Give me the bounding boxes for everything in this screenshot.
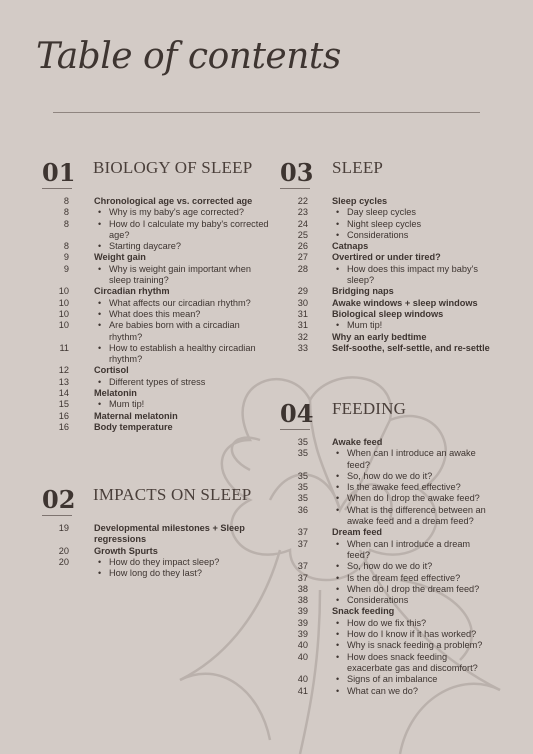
entry-text: • Is the awake feed effective? bbox=[347, 482, 492, 493]
entry-text: • Night sleep cycles bbox=[347, 219, 492, 230]
title-divider bbox=[53, 112, 480, 113]
toc-entry-subitem[interactable] bbox=[42, 377, 272, 388]
page-number: 9 bbox=[63, 252, 69, 263]
toc-entry-heading[interactable] bbox=[42, 388, 272, 399]
page-number: 33 bbox=[297, 342, 308, 353]
toc-entry-subitem[interactable] bbox=[42, 399, 272, 410]
section-header bbox=[42, 485, 272, 519]
entry-list bbox=[280, 196, 490, 354]
entry-text: • What is the difference between an awake feed and a dream feed? bbox=[347, 505, 492, 528]
section-title: BIOLOGY OF SLEEP bbox=[93, 158, 253, 177]
toc-entry-subitem[interactable] bbox=[42, 320, 272, 343]
toc-entry-subitem[interactable] bbox=[42, 557, 272, 568]
toc-entry-heading[interactable] bbox=[42, 411, 272, 422]
entry-text: • So, how do we do it? bbox=[347, 471, 492, 482]
section-number-rule bbox=[280, 429, 310, 430]
toc-entry-subitem[interactable] bbox=[42, 264, 272, 287]
toc-entry-subitem[interactable] bbox=[280, 320, 490, 331]
toc-entry-heading[interactable] bbox=[280, 343, 490, 354]
page-number: 16 bbox=[58, 410, 69, 421]
toc-entry-subitem[interactable] bbox=[280, 471, 490, 482]
section-title: FEEDING bbox=[332, 399, 407, 418]
entry-text: • When do I drop the awake feed? bbox=[347, 493, 492, 504]
toc-entry-heading[interactable] bbox=[42, 196, 272, 207]
toc-entry-heading[interactable] bbox=[280, 286, 490, 297]
entry-text: Awake windows + sleep windows bbox=[332, 297, 478, 308]
page-number: 14 bbox=[58, 388, 69, 399]
section-title: SLEEP bbox=[332, 158, 384, 177]
entry-text: Awake feed bbox=[332, 437, 383, 447]
entry-text: • How to establish a healthy circadian rhythm? bbox=[109, 343, 269, 366]
entry-text: Bridging naps bbox=[332, 286, 394, 297]
page-number: 26 bbox=[297, 241, 308, 252]
section-number: 04 bbox=[280, 399, 314, 428]
page-number: 11 bbox=[59, 342, 69, 353]
page-number: 24 bbox=[297, 218, 308, 229]
entry-text: Cortisol bbox=[94, 365, 129, 376]
page-number: 40 bbox=[297, 674, 308, 685]
toc-entry-heading[interactable] bbox=[280, 241, 490, 252]
page-number: 8 bbox=[63, 196, 69, 206]
toc-entry-subitem[interactable] bbox=[280, 264, 490, 287]
toc-entry-subitem[interactable] bbox=[280, 629, 490, 640]
entry-text: • Why is my baby's age corrected? bbox=[109, 207, 269, 218]
entry-text: Weight gain bbox=[94, 252, 146, 263]
entry-text: Maternal melatonin bbox=[94, 410, 178, 421]
page-number: 37 bbox=[297, 527, 308, 538]
entry-text: • How do we fix this? bbox=[347, 618, 492, 629]
page-number: 10 bbox=[58, 286, 69, 297]
page-number: 39 bbox=[297, 629, 308, 640]
entry-text: • Starting daycare? bbox=[109, 241, 269, 252]
entry-list bbox=[42, 523, 272, 579]
page-number: 20 bbox=[58, 556, 69, 567]
toc-entry-subitem[interactable] bbox=[280, 652, 490, 675]
entry-text: • Are babies born with a circadian rhythm? bbox=[109, 320, 269, 343]
toc-entry-subitem[interactable] bbox=[42, 219, 272, 242]
toc-entry-subitem[interactable] bbox=[280, 539, 490, 562]
toc-entry-heading[interactable] bbox=[280, 332, 490, 343]
page-number: 37 bbox=[297, 572, 308, 583]
entry-text: • When can I introduce a dream feed? bbox=[347, 539, 492, 562]
entry-text: • Is the dream feed effective? bbox=[347, 573, 492, 584]
toc-entry-subitem[interactable] bbox=[280, 640, 490, 651]
toc-entry-subitem[interactable] bbox=[280, 573, 490, 584]
page-number: 35 bbox=[297, 493, 308, 504]
entry-text: Why an early bedtime bbox=[332, 331, 427, 342]
page-number: 35 bbox=[297, 437, 308, 447]
page-number: 30 bbox=[297, 297, 308, 308]
toc-entry-subitem[interactable] bbox=[42, 207, 272, 218]
toc-entry-heading[interactable] bbox=[280, 606, 490, 617]
toc-entry-heading[interactable] bbox=[42, 286, 272, 297]
page-number: 25 bbox=[297, 229, 308, 240]
toc-entry-subitem[interactable] bbox=[280, 230, 490, 241]
entry-text: • So, how do we do it? bbox=[347, 561, 492, 572]
toc-entry-subitem[interactable] bbox=[280, 482, 490, 493]
entry-text: • How does snack feeding exacerbate gas and discomfort? bbox=[347, 652, 492, 675]
page-number: 8 bbox=[63, 207, 69, 218]
entry-text: Sleep cycles bbox=[332, 196, 388, 206]
page-number: 13 bbox=[58, 376, 69, 387]
entry-text: • Day sleep cycles bbox=[347, 207, 492, 218]
page-number: 10 bbox=[58, 297, 69, 308]
entry-text: • Mum tip! bbox=[347, 320, 492, 331]
toc-entry-subitem[interactable] bbox=[280, 448, 490, 471]
page-number: 32 bbox=[297, 331, 308, 342]
entry-text: • Different types of stress bbox=[109, 377, 269, 388]
toc-entry-heading[interactable] bbox=[42, 365, 272, 376]
section-feeding bbox=[280, 399, 490, 697]
page-number: 41 bbox=[297, 685, 308, 696]
page-title: Table of contents bbox=[36, 36, 341, 77]
page-number: 22 bbox=[297, 196, 308, 206]
toc-entry-subitem[interactable] bbox=[280, 207, 490, 218]
page-number: 31 bbox=[297, 320, 308, 331]
entry-text: Biological sleep windows bbox=[332, 308, 444, 319]
entry-text: • Why is snack feeding a problem? bbox=[347, 640, 492, 651]
entry-text: Circadian rhythm bbox=[94, 286, 170, 297]
entry-text: Self-soothe, self-settle, and re-settle bbox=[332, 342, 490, 353]
page-number: 27 bbox=[297, 252, 308, 263]
toc-entry-heading[interactable] bbox=[280, 309, 490, 320]
toc-entry-heading[interactable] bbox=[42, 546, 272, 557]
page-number: 20 bbox=[58, 545, 69, 556]
section-title: IMPACTS ON SLEEP bbox=[93, 485, 252, 504]
page-number: 40 bbox=[297, 651, 308, 662]
toc-entry-heading[interactable] bbox=[280, 437, 490, 448]
page-number: 19 bbox=[58, 523, 69, 533]
entry-text: • How do I calculate my baby's corrected age? bbox=[109, 219, 269, 242]
section-header bbox=[42, 158, 272, 192]
page-number: 35 bbox=[297, 470, 308, 481]
entry-text: • Why is weight gain important when sleep training? bbox=[109, 264, 269, 287]
entry-text: • How do they impact sleep? bbox=[109, 557, 269, 568]
entry-text: Developmental milestones + Sleep regressions bbox=[94, 523, 245, 545]
page-number: 15 bbox=[58, 399, 69, 410]
page-number: 40 bbox=[297, 640, 308, 651]
entry-text: • When do I drop the dream feed? bbox=[347, 584, 492, 595]
page-number: 31 bbox=[297, 308, 308, 319]
entry-text: • When can I introduce an awake feed? bbox=[347, 448, 492, 471]
entry-text: Overtired or under tired? bbox=[332, 252, 441, 263]
page-number: 36 bbox=[297, 504, 308, 515]
entry-text: Chronological age vs. corrected age bbox=[94, 196, 253, 206]
page-number: 12 bbox=[58, 365, 69, 376]
entry-text: • What can we do? bbox=[347, 686, 492, 697]
page-number: 35 bbox=[297, 448, 308, 459]
entry-text: Snack feeding bbox=[332, 606, 395, 617]
page-number: 35 bbox=[297, 482, 308, 493]
entry-list bbox=[280, 437, 490, 697]
entry-text: Catnaps bbox=[332, 241, 369, 252]
entry-text: • Considerations bbox=[347, 230, 492, 241]
section-number-rule bbox=[42, 515, 72, 516]
toc-entry-heading[interactable] bbox=[280, 252, 490, 263]
section-biology-of-sleep bbox=[42, 158, 272, 433]
entry-text: Growth Spurts bbox=[94, 545, 158, 556]
section-header bbox=[280, 158, 490, 192]
page-number: 37 bbox=[297, 561, 308, 572]
entry-text: • Signs of an imbalance bbox=[347, 674, 492, 685]
section-sleep bbox=[280, 158, 490, 354]
section-header bbox=[280, 399, 490, 433]
toc-entry-subitem[interactable] bbox=[42, 343, 272, 366]
toc-entry-heading[interactable] bbox=[42, 252, 272, 263]
entry-text: • How long do they last? bbox=[109, 568, 269, 579]
page-number: 38 bbox=[297, 595, 308, 606]
toc-entry-subitem[interactable] bbox=[280, 493, 490, 504]
page-number: 37 bbox=[297, 538, 308, 549]
entry-text: • How does this impact my baby's sleep? bbox=[347, 264, 492, 287]
section-number-rule bbox=[42, 188, 72, 189]
section-impacts-on-sleep bbox=[42, 485, 272, 579]
entry-text: Body temperature bbox=[94, 421, 173, 432]
toc-entry-subitem[interactable] bbox=[280, 595, 490, 606]
page-number: 9 bbox=[63, 263, 69, 274]
page-number: 10 bbox=[58, 320, 69, 331]
toc-entry-subitem[interactable] bbox=[280, 219, 490, 230]
page-number: 16 bbox=[58, 421, 69, 432]
toc-entry-subitem[interactable] bbox=[42, 568, 272, 579]
toc-entry-subitem[interactable] bbox=[42, 309, 272, 320]
page-number: 8 bbox=[63, 241, 69, 252]
toc-entry-heading[interactable] bbox=[280, 527, 490, 538]
entry-text: • Considerations bbox=[347, 595, 492, 606]
toc-entry-subitem[interactable] bbox=[280, 561, 490, 572]
section-number: 01 bbox=[42, 158, 76, 187]
entry-text: • Mum tip! bbox=[109, 399, 269, 410]
page-number: 39 bbox=[297, 617, 308, 628]
toc-entry-subitem[interactable] bbox=[280, 618, 490, 629]
toc-entry-heading[interactable] bbox=[42, 523, 272, 546]
section-number: 02 bbox=[42, 485, 76, 514]
page-number: 29 bbox=[297, 286, 308, 297]
toc-entry-subitem[interactable] bbox=[42, 241, 272, 252]
toc-entry-subitem[interactable] bbox=[280, 505, 490, 528]
page-number: 23 bbox=[297, 207, 308, 218]
page-number: 10 bbox=[58, 308, 69, 319]
section-number-rule bbox=[280, 188, 310, 189]
page-number: 39 bbox=[297, 606, 308, 617]
entry-list bbox=[42, 196, 272, 433]
toc-entry-subitem[interactable] bbox=[280, 686, 490, 697]
section-number: 03 bbox=[280, 158, 314, 187]
toc-entry-subitem[interactable] bbox=[280, 584, 490, 595]
entry-text: • How do I know if it has worked? bbox=[347, 629, 492, 640]
entry-text: Melatonin bbox=[94, 388, 137, 399]
page-number: 8 bbox=[63, 218, 69, 229]
page-number: 38 bbox=[297, 583, 308, 594]
toc-entry-subitem[interactable] bbox=[280, 674, 490, 685]
toc-entry-subitem[interactable] bbox=[42, 298, 272, 309]
entry-text: • What affects our circadian rhythm? bbox=[109, 298, 269, 309]
toc-entry-heading[interactable] bbox=[280, 298, 490, 309]
page-number: 28 bbox=[297, 263, 308, 274]
toc-entry-heading[interactable] bbox=[280, 196, 490, 207]
entry-text: • What does this mean? bbox=[109, 309, 269, 320]
entry-text: Dream feed bbox=[332, 527, 383, 538]
toc-entry-heading[interactable] bbox=[42, 422, 272, 433]
